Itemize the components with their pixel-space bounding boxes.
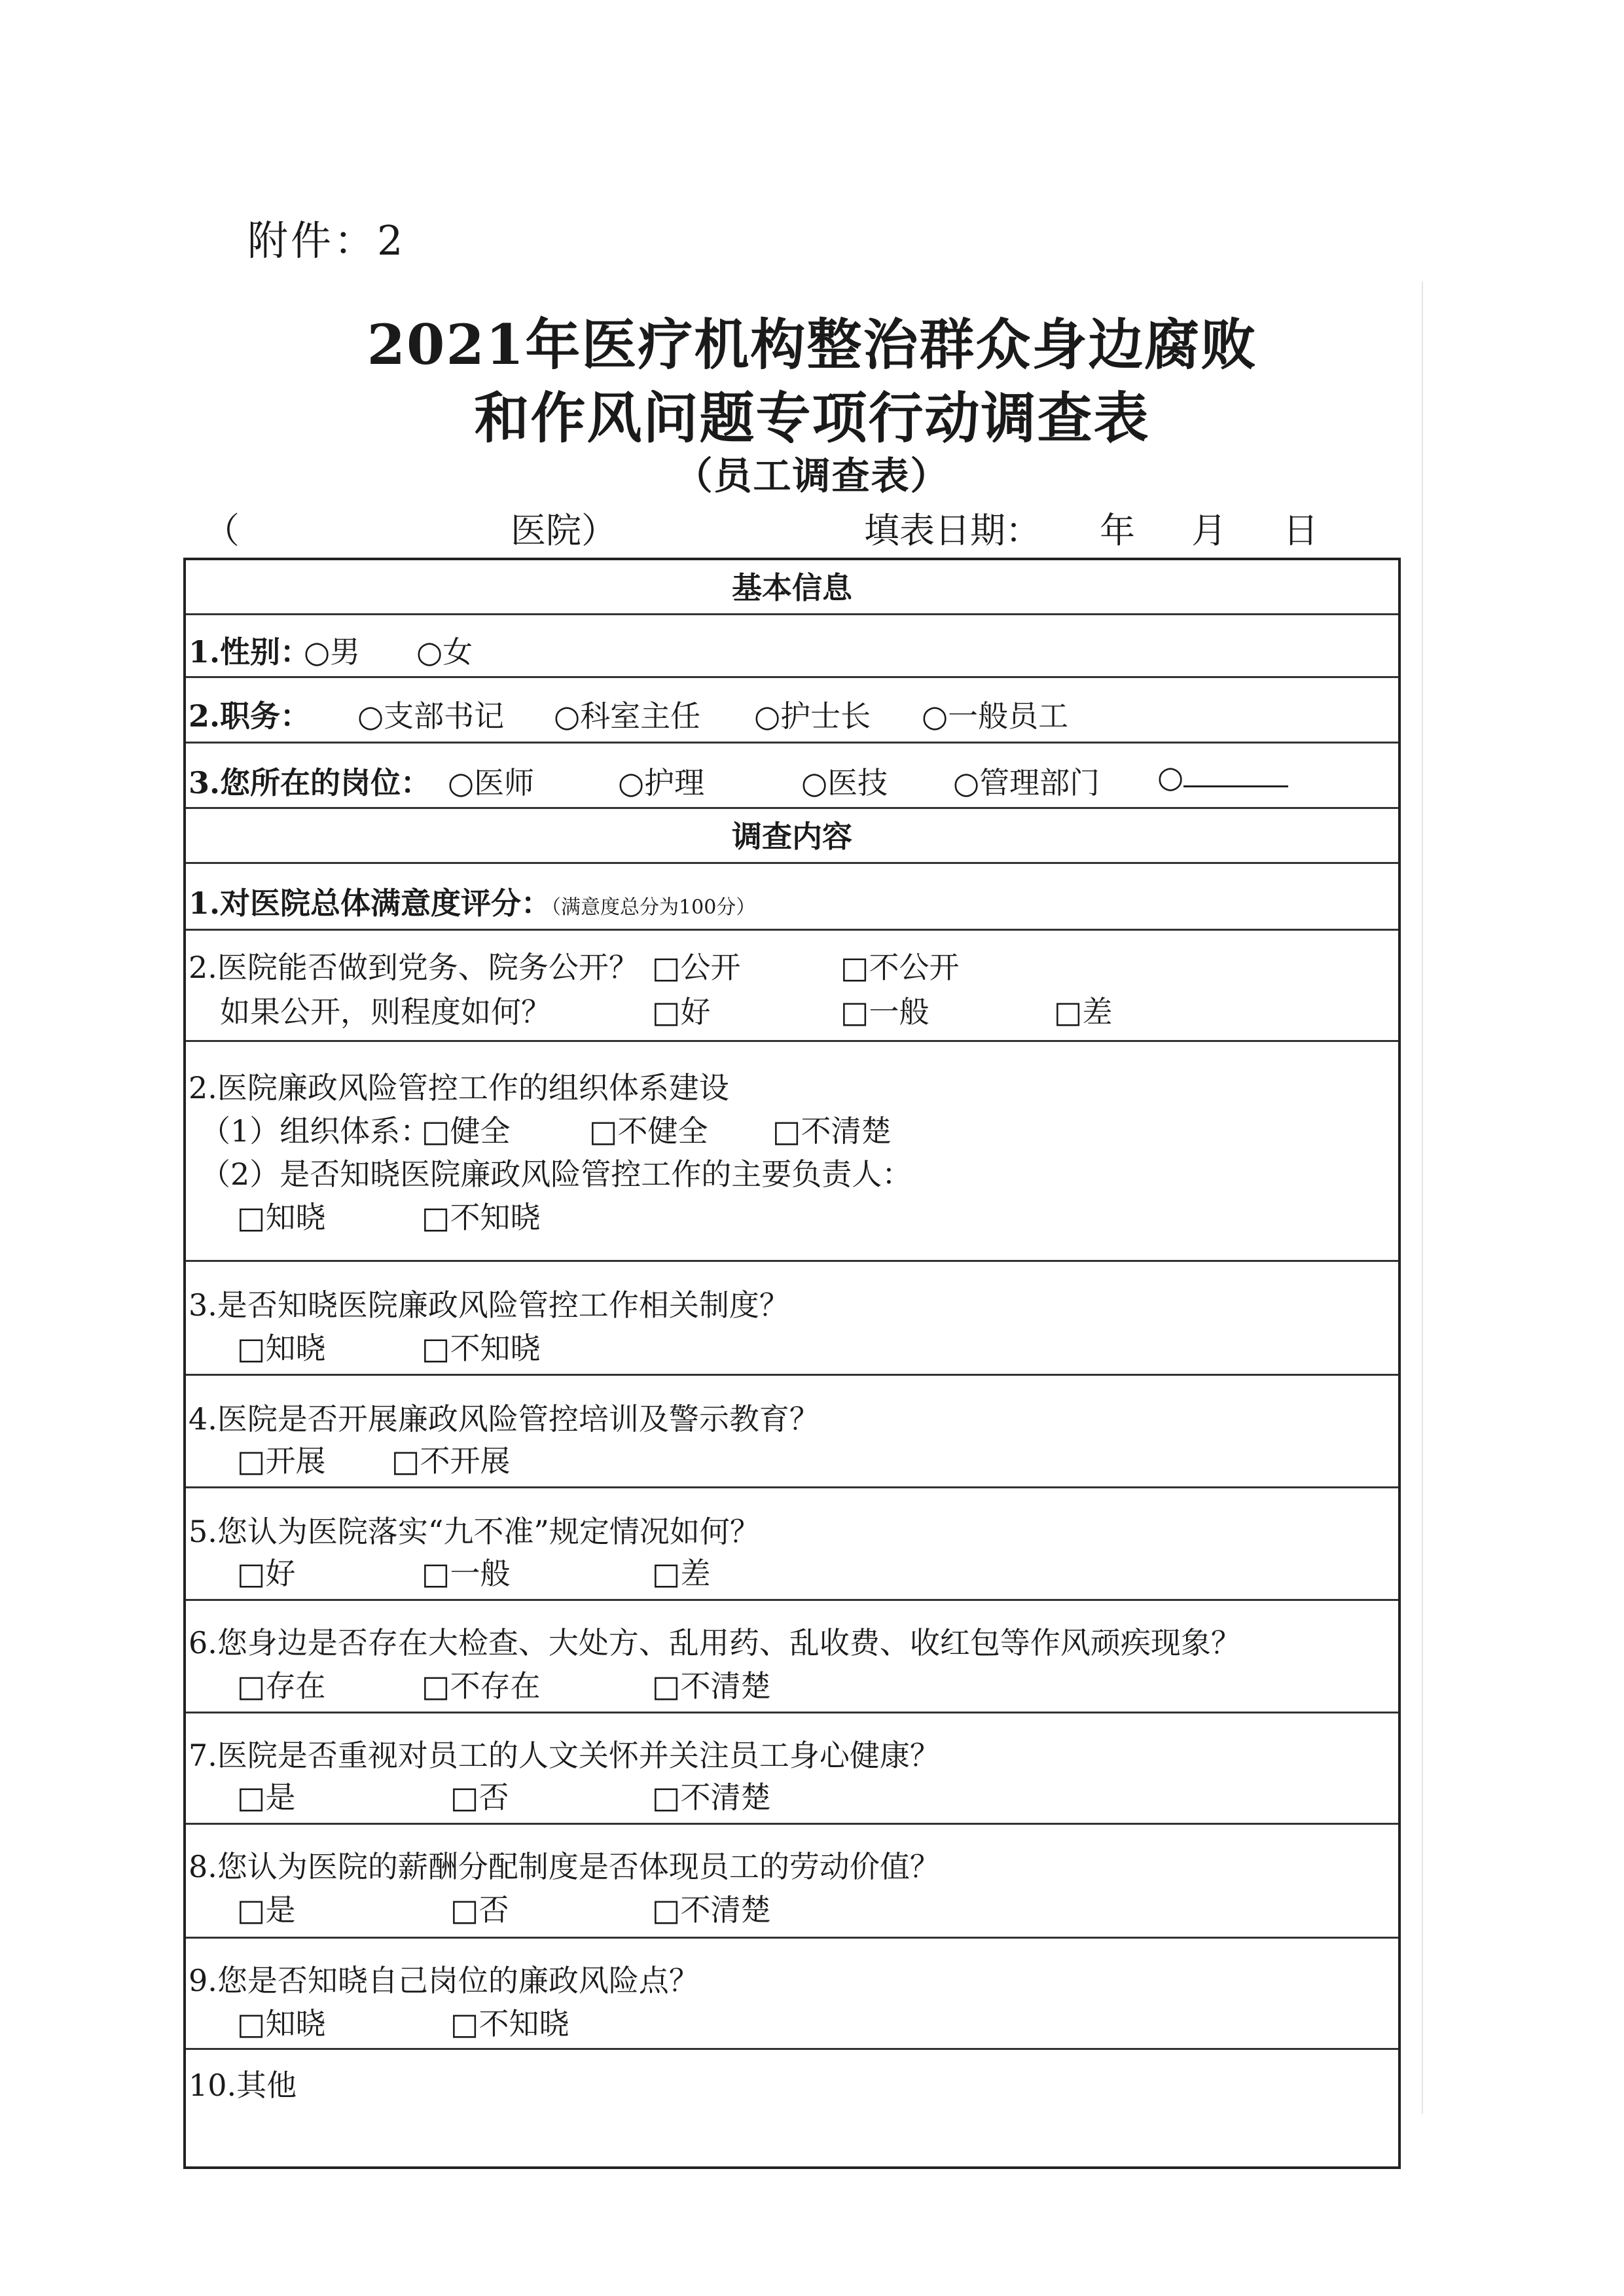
q8-option-yes[interactable]: □是 bbox=[237, 1892, 296, 1928]
row-q4 bbox=[186, 1376, 1398, 1488]
date-label: 填表日期： bbox=[864, 510, 1041, 551]
row-q9 bbox=[186, 1939, 1398, 2050]
row-q7 bbox=[186, 1713, 1398, 1825]
q9-label: 9.您是否知晓自己岗位的廉政风险点？ bbox=[189, 1963, 699, 1998]
q6-option-not-exists[interactable]: □不存在 bbox=[422, 1668, 541, 1704]
gender-option-male[interactable]: ○男 bbox=[304, 634, 361, 670]
attachment-label: 附件：2 bbox=[247, 217, 406, 264]
q7-label: 7.医院是否重视对员工的人文关怀并关注员工身心健康？ bbox=[189, 1738, 940, 1773]
post-other-blank[interactable] bbox=[1183, 759, 1288, 787]
position-option-branch-secretary[interactable]: ○支部书记 bbox=[357, 698, 505, 734]
post-option-other[interactable] bbox=[1157, 759, 1288, 795]
hospital-open-paren: （ bbox=[204, 510, 240, 551]
row-position bbox=[186, 678, 1398, 744]
q5-label: 5.您认为医院落实“九不准”规定情况如何？ bbox=[189, 1514, 760, 1549]
post-option-doctor[interactable]: ○医师 bbox=[448, 765, 535, 800]
q2b-line1-label: （1）组织体系： bbox=[200, 1113, 431, 1149]
section-basic-info: 基本信息 bbox=[186, 560, 1398, 615]
q9-option-aware[interactable]: □知晓 bbox=[237, 2006, 326, 2041]
q2b-line2-label: （2）是否知晓医院廉政风险管控工作的主要负责人： bbox=[200, 1157, 912, 1192]
section-survey-content: 调查内容 bbox=[186, 809, 1398, 864]
row-post bbox=[186, 744, 1398, 809]
form-subtitle: （员工调查表） bbox=[674, 454, 950, 498]
q2-option-good[interactable]: □好 bbox=[652, 994, 711, 1030]
q2-option-average[interactable]: □一般 bbox=[840, 994, 929, 1030]
post-option-technician[interactable]: ○医技 bbox=[801, 765, 888, 800]
q3-option-unaware[interactable]: □不知晓 bbox=[422, 1331, 541, 1366]
position-label: 2.职务： bbox=[189, 698, 311, 734]
q2b-option-unsound[interactable]: □不健全 bbox=[589, 1113, 708, 1149]
q6-option-unclear[interactable]: □不清楚 bbox=[652, 1668, 771, 1704]
row-q6 bbox=[186, 1601, 1398, 1713]
date-month[interactable]: 月 bbox=[1191, 510, 1227, 551]
form-title-line1: 2021年医疗机构整治群众身边腐败 bbox=[367, 312, 1257, 377]
q2-option-not-public[interactable]: □不公开 bbox=[840, 950, 960, 985]
q5-option-poor[interactable]: □差 bbox=[652, 1556, 711, 1591]
hospital-name-field[interactable]: 医院） bbox=[511, 510, 617, 551]
row-q3 bbox=[186, 1262, 1398, 1376]
row-q8 bbox=[186, 1825, 1398, 1939]
q8-option-no[interactable]: □否 bbox=[450, 1892, 509, 1928]
q6-option-exists[interactable]: □存在 bbox=[237, 1668, 326, 1704]
q2b-option-aware[interactable]: □知晓 bbox=[237, 1200, 326, 1235]
form-header-row bbox=[183, 503, 1401, 555]
q1-note: （满意度总分为100分） bbox=[551, 896, 756, 919]
row-q2 bbox=[186, 931, 1398, 1042]
row-q5 bbox=[186, 1488, 1398, 1601]
q2b-option-unaware[interactable]: □不知晓 bbox=[422, 1200, 541, 1235]
q2b-option-unclear[interactable]: □不清楚 bbox=[772, 1113, 892, 1149]
q1-label bbox=[189, 880, 755, 923]
row-q2b bbox=[186, 1042, 1398, 1262]
q7-option-unclear[interactable]: □不清楚 bbox=[652, 1780, 771, 1815]
q10-label: 10.其他 bbox=[189, 2068, 297, 2103]
q6-label: 6.您身边是否存在大检查、大处方、乱用药、乱收费、收红包等作风顽疾现象？ bbox=[189, 1625, 1241, 1660]
gender-option-female[interactable]: ○女 bbox=[416, 634, 473, 670]
q9-option-unaware[interactable]: □不知晓 bbox=[450, 2006, 569, 2041]
post-option-other-label: ○ bbox=[1157, 759, 1184, 795]
q1-question: 1.对医院总体满意度评分： bbox=[189, 886, 552, 921]
q7-option-no[interactable]: □否 bbox=[450, 1780, 509, 1815]
row-q10[interactable] bbox=[186, 2050, 1398, 2166]
survey-form bbox=[183, 558, 1401, 2169]
post-label: 3.您所在的岗位： bbox=[189, 765, 431, 800]
q2-option-poor[interactable]: □差 bbox=[1054, 994, 1113, 1030]
q5-option-good[interactable]: □好 bbox=[237, 1556, 296, 1591]
position-option-dept-director[interactable]: ○科室主任 bbox=[554, 698, 701, 734]
q4-option-not-carried-out[interactable]: □不开展 bbox=[391, 1443, 511, 1479]
q8-option-unclear[interactable]: □不清楚 bbox=[652, 1892, 771, 1928]
q8-label: 8.您认为医院的薪酬分配制度是否体现员工的劳动价值？ bbox=[189, 1849, 940, 1884]
q2-label: 2.医院能否做到党务、院务公开？ bbox=[189, 950, 639, 985]
post-option-management[interactable]: ○管理部门 bbox=[953, 765, 1100, 800]
q4-label: 4.医院是否开展廉政风险管控培训及警示教育？ bbox=[189, 1401, 820, 1437]
post-option-nursing[interactable]: ○护理 bbox=[618, 765, 705, 800]
q2-sub-label: 如果公开，则程度如何？ bbox=[220, 994, 551, 1030]
q7-option-yes[interactable]: □是 bbox=[237, 1780, 296, 1815]
row-q1 bbox=[186, 864, 1398, 931]
scan-artifact-line bbox=[1422, 281, 1423, 2114]
date-year[interactable]: 年 bbox=[1100, 510, 1135, 551]
q2b-option-sound[interactable]: □健全 bbox=[422, 1113, 511, 1149]
row-gender bbox=[186, 615, 1398, 678]
q4-option-carried-out[interactable]: □开展 bbox=[237, 1443, 326, 1479]
q3-label: 3.是否知晓医院廉政风险管控工作相关制度？ bbox=[189, 1287, 789, 1323]
date-day[interactable]: 日 bbox=[1283, 510, 1318, 551]
gender-label: 1.性别： bbox=[189, 634, 311, 670]
q2-option-public[interactable]: □公开 bbox=[652, 950, 741, 985]
position-option-staff[interactable]: ○一般员工 bbox=[922, 698, 1069, 734]
form-title-line2: 和作风问题专项行动调查表 bbox=[474, 386, 1150, 450]
q3-option-aware[interactable]: □知晓 bbox=[237, 1331, 326, 1366]
q2b-label: 2.医院廉政风险管控工作的组织体系建设 bbox=[189, 1070, 729, 1105]
q5-option-average[interactable]: □一般 bbox=[422, 1556, 511, 1591]
position-option-head-nurse[interactable]: ○护士长 bbox=[754, 698, 871, 734]
